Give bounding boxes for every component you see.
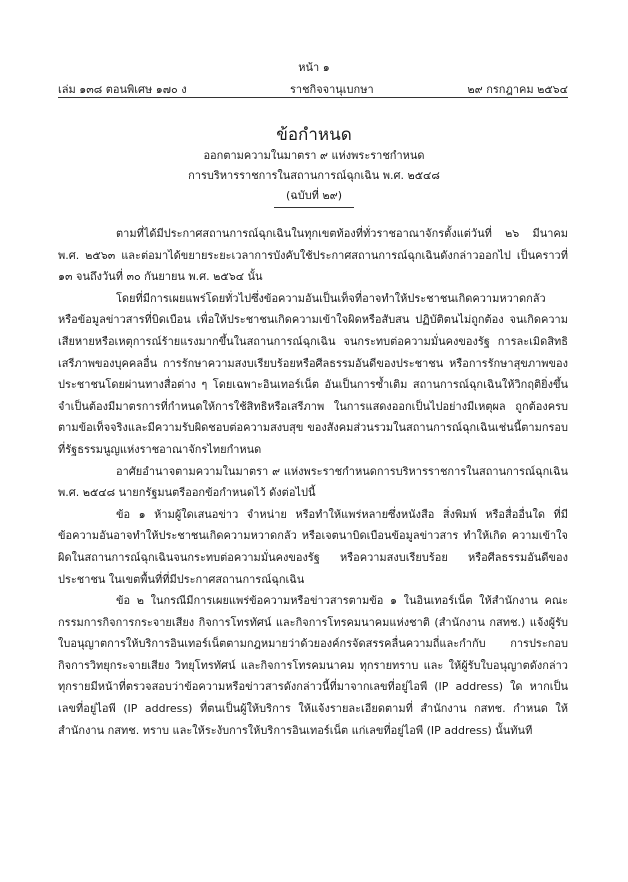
document-subtitle-1: ออกตามความในมาตรา ๙ แห่งพระราชกำหนด: [203, 149, 425, 162]
header-divider: [58, 97, 568, 98]
document-body: [58, 223, 568, 741]
paragraph-clause-2: ข้อ ๒ ในกรณีมีการเผยแพร่ข้อความหรือข่าวสารตามข้อ ๑ ในอินเทอร์เน็ต ให้สำนักงาน คณะกรรมการกิจการกระจายเสียง กิจการโทรทัศน์ และกิจการโทรคมนาคมแห่งชาติ (สำนักงาน กสทช.) แจ้งผู้รับใบอนุญาตการให้บริการอินเทอร์เน็ตตามกฎหมายว่าด้วยองค์กรจัดสรรคลื่นความถี่และกำกับ การประกอบกิจการวิทยุกระจายเสียง วิทยุโทรทัศน์ และกิจการโทรคมนาคม ทุกรายทราบ และ ให้ผู้รับใบอนุญาตดังกล่าวทุกรายมีหน้าที่ตรวจสอบว่าข้อความหรือข่าวสารดังกล่าวนี้ที่มาจากเลขที่อยู่ไอพี (IP address) ใด หากเป็นเลขที่อยู่ไอพี (IP address) ที่ตนเป็นผู้ให้บริการ ให้แจ้งรายละเอียดตามที่ สำนักงาน กสทช. กำหนด ให้สำนักงาน กสทช. ทราบ และให้ระงับการให้บริการอินเทอร์เน็ต แก่เลขที่อยู่ไอพี (IP address) นั้นทันที: [58, 594, 568, 737]
paragraph-preamble: ตามที่ได้มีประกาศสถานการณ์ฉุกเฉินในทุกเขตท้องที่ทั่วราชอาณาจักรตั้งแต่วันที่ ๒๖ มีนาคม พ.ศ. ๒๕๖๓ และต่อมาได้ขยายระยะเวลาการบังคับใช้ประกาศสถานการณ์ฉุกเฉินดังกล่าวออกไป เป็นคราวที่ ๑๓ จนถึงวันที่ ๓๐ กันยายน พ.ศ. ๒๕๖๔ นั้น: [58, 227, 568, 284]
document-title: ข้อกำหนด: [276, 125, 352, 145]
publication-date: ๒๙ กรกฎาคม ๒๕๖๔: [467, 83, 568, 96]
gazette-header: [58, 80, 568, 96]
page-number: หน้า ๑: [298, 61, 330, 74]
volume-issue: เล่ม ๑๓๘ ตอนพิเศษ ๑๗๐ ง: [58, 83, 187, 96]
title-divider: [274, 207, 354, 208]
gazette-name: ราชกิจจานุเบกษา: [290, 83, 374, 96]
document-subtitle-2: การบริหารราชการในสถานการณ์ฉุกเฉิน พ.ศ. ๒๕๔๘: [188, 169, 440, 182]
document-issue-number: (ฉบับที่ ๒๙): [285, 189, 343, 202]
paragraph-rationale: โดยที่มีการเผยแพร่โดยทั่วไปซึ่งข้อความอันเป็นเท็จที่อาจทำให้ประชาชนเกิดความหวาดกลัว หรือข้อมูลข่าวสารที่บิดเบือน เพื่อให้ประชาชนเกิดความเข้าใจผิดหรือสับสน ปฏิบัติตนไม่ถูกต้อง จนเกิดความเสียหายหรือเหตุการณ์ร้ายแรงมากขึ้นในสถานการณ์ฉุกเฉิน จนกระทบต่อความมั่นคงของรัฐ การละเมิดสิทธิเสรีภาพของบุคคลอื่น การรักษาความสงบเรียบร้อยหรือศีลธรรมอันดีของประชาชน หรือการรักษาสุขภาพของประชาชนโดยผ่านทางสื่อต่าง ๆ โดยเฉพาะอินเทอร์เน็ต อันเป็นการซ้ำเติม สถานการณ์ฉุกเฉินให้วิกฤติยิ่งขึ้น จำเป็นต้องมีมาตรการที่กำหนดให้การใช้สิทธิหรือเสรีภาพ ในการแสดงออกเป็นไปอย่างมีเหตุผล ถูกต้องครบตามข้อเท็จจริงและมีความรับผิดชอบต่อความสงบสุข ของสังคมส่วนรวมในสถานการณ์ฉุกเฉินเช่นนี้ตามกรอบที่รัฐธรรมนูญแห่งราชอาณาจักรไทยกำหนด: [58, 291, 568, 456]
paragraph-authority: อาศัยอำนาจตามความในมาตรา ๙ แห่งพระราชกำหนดการบริหารราชการในสถานการณ์ฉุกเฉิน พ.ศ. ๒๕๔๘ นายกรัฐมนตรีออกข้อกำหนดไว้ ดังต่อไปนี้: [58, 464, 568, 500]
paragraph-clause-1: ข้อ ๑ ห้ามผู้ใดเสนอข่าว จำหน่าย หรือทำให้แพร่หลายซึ่งหนังสือ สิ่งพิมพ์ หรือสื่ออื่นใด ที่มีข้อความอันอาจทำให้ประชาชนเกิดความหวาดกลัว หรือเจตนาบิดเบือนข้อมูลข่าวสาร ทำให้เกิด ความเข้าใจผิดในสถานการณ์ฉุกเฉินจนกระทบต่อความมั่นคงของรัฐ หรือความสงบเรียบร้อย หรือศีลธรรมอันดีของประชาชน ในเขตพื้นที่ที่มีประกาศสถานการณ์ฉุกเฉิน: [58, 507, 568, 586]
